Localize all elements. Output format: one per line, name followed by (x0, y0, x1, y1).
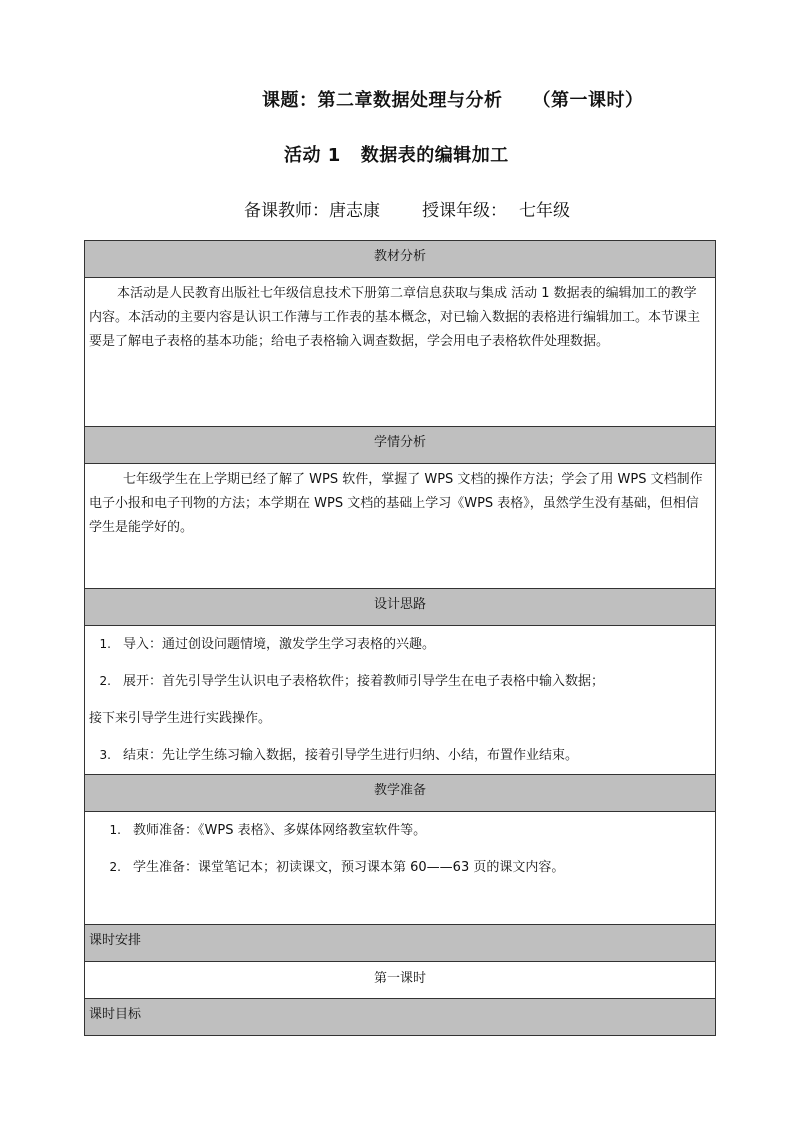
schedule-value: 第一课时 (373, 971, 426, 986)
section-header-students (85, 427, 716, 464)
section-body-preparation (85, 812, 716, 925)
list-item (89, 626, 711, 663)
teacher-label: 备课教师： (244, 201, 329, 221)
list-item (89, 849, 711, 886)
teacher-name: 唐志康 (329, 201, 380, 221)
section-body-students (85, 464, 716, 589)
list-text: 接下来引导学生进行实践操作。 (89, 711, 272, 726)
grade-value: 七年级 (519, 201, 570, 221)
list-item (89, 663, 711, 700)
activity-title (284, 141, 794, 167)
activity-number: 活动 1 (284, 145, 341, 166)
list-number: 3. (99, 748, 111, 762)
section-header-schedule (85, 925, 716, 962)
section-body-design (85, 626, 716, 775)
list-number: 1. (109, 823, 121, 837)
section-header-preparation (85, 775, 716, 812)
schedule-heading: 课时安排 (89, 933, 142, 948)
list-text: 教师准备：《WPS 表格》、多媒体网络教室软件等。 (133, 823, 427, 838)
list-text: 导入：通过创设问题情境，激发学生学习表格的兴趣。 (123, 637, 436, 652)
list-item (89, 700, 711, 737)
list-text: 展开：首先引导学生认识电子表格软件；接着教师引导学生在电子表格中输入数据； (123, 674, 605, 689)
list-text: 结束：先让学生练习输入数据，接着引导学生进行归纳、小结，布置作业结束。 (123, 748, 579, 763)
course-title-text: 课题：第二章数据处理与分析 (262, 90, 503, 111)
activity-name: 数据表的编辑加工 (360, 145, 509, 166)
preparation-heading: 教学准备 (373, 783, 426, 798)
course-title (262, 86, 794, 112)
students-body: 七年级学生在上学期已经了解了 WPS 软件，掌握了 WPS 文档的操作方法；学会了用 WPS 文档制作电子小报和电子刊物的方法；本学期在 WPS 文档的基础上学习《WPS 表格》，虽然学生没有基础，但相信学生是能学好的。 (89, 472, 703, 535)
grade-label: 授课年级： (422, 201, 507, 221)
section-header-textbook (85, 241, 716, 278)
students-heading: 学情分析 (373, 435, 426, 450)
list-number: 2. (99, 674, 111, 688)
list-item (89, 737, 711, 774)
list-item (89, 812, 711, 849)
textbook-body: 本活动是人民教育出版社七年级信息技术下册第二章信息获取与集成 活动 1 数据表的编辑加工的教学内容。本活动的主要内容是认识工作薄与工作表的基本概念，对已输入数据的表格进行编辑加工。本节课主要是了解电子表格的基本功能；给电子表格输入调查数据，学会用电子表格软件处理数据。 (89, 286, 701, 349)
section-header-design (85, 589, 716, 626)
list-number: 1. (99, 637, 111, 651)
lesson-tag: （第一课时） (532, 90, 644, 111)
section-body-textbook (85, 278, 716, 427)
textbook-heading: 教材分析 (373, 249, 426, 264)
list-text: 学生准备：课堂笔记本；初读课文，预习课本第 60——63 页的课文内容。 (133, 860, 565, 875)
teacher-line (244, 196, 794, 221)
list-number: 2. (109, 860, 121, 874)
design-heading: 设计思路 (373, 597, 426, 612)
section-header-goals (85, 999, 716, 1036)
section-body-schedule (85, 962, 716, 999)
lesson-plan-table (84, 240, 716, 1036)
goals-heading: 课时目标 (89, 1007, 142, 1022)
